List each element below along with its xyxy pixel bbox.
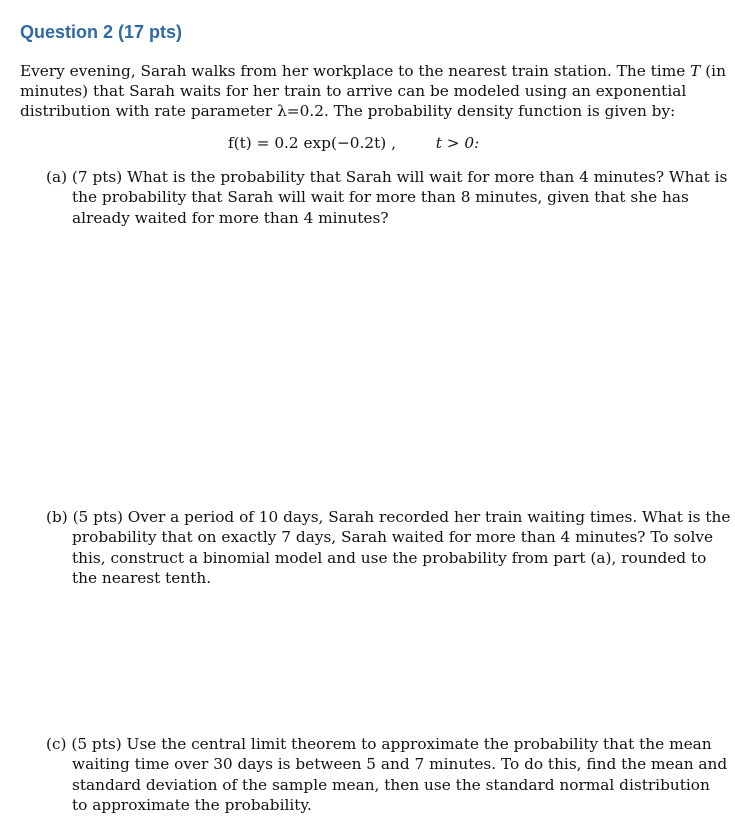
intro-line-1-suffix: (in [700, 62, 726, 80]
intro-line-1-text: Every evening, Sarah walks from her workplace to the nearest train station. The time [20, 62, 686, 80]
intro-line-3: distribution with rate parameter λ=0.2. The probability density function is given by: [20, 102, 676, 120]
formula-rhs: 0.2 exp(−0.2t) , [274, 134, 396, 152]
part-c-line-2: waiting time over 30 days is between 5 and 7 minutes. To do this, find the mean and [72, 755, 728, 774]
part-b-line-1: (b) (5 pts) Over a period of 10 days, Sarah recorded her train waiting times. What is the [46, 508, 731, 526]
part-a [46, 167, 728, 228]
part-b-line-3: this, construct a binomial model and use the probability from part (a), rounded to [72, 548, 707, 567]
part-a-line-2: the probability that Sarah will wait for more than 8 minutes, given that she has [72, 188, 689, 207]
part-b-line-2: probability that on exactly 7 days, Sarah waited for more than 4 minutes? To solve [72, 528, 714, 547]
pdf-formula [228, 134, 479, 152]
question-heading: Question 2 (17 pts) [20, 22, 183, 42]
question-intro [20, 61, 726, 121]
intro-line-1 [20, 61, 726, 81]
part-c-line-4: to approximate the probability. [72, 796, 312, 815]
intro-line-2: minutes) that Sarah waits for her train to arrive can be modeled using an exponential [20, 82, 687, 100]
part-c-line-3: standard deviation of the sample mean, then use the standard normal distribution [72, 775, 710, 794]
variable-t: T [690, 62, 701, 80]
part-a-line-1: (a) (7 pts) What is the probability that Sarah will wait for more than 4 minutes? What is [46, 168, 728, 186]
part-a-line-3: already waited for more than 4 minutes? [72, 208, 389, 227]
part-b-line-4: the nearest tenth. [72, 569, 212, 588]
formula-condition: t > 0: [435, 134, 480, 152]
part-c-line-1: (c) (5 pts) Use the central limit theorem to approximate the probability that the mean [46, 735, 712, 753]
part-b [46, 507, 731, 589]
part-c [46, 734, 728, 816]
formula-lhs: f(t) = [228, 134, 270, 152]
